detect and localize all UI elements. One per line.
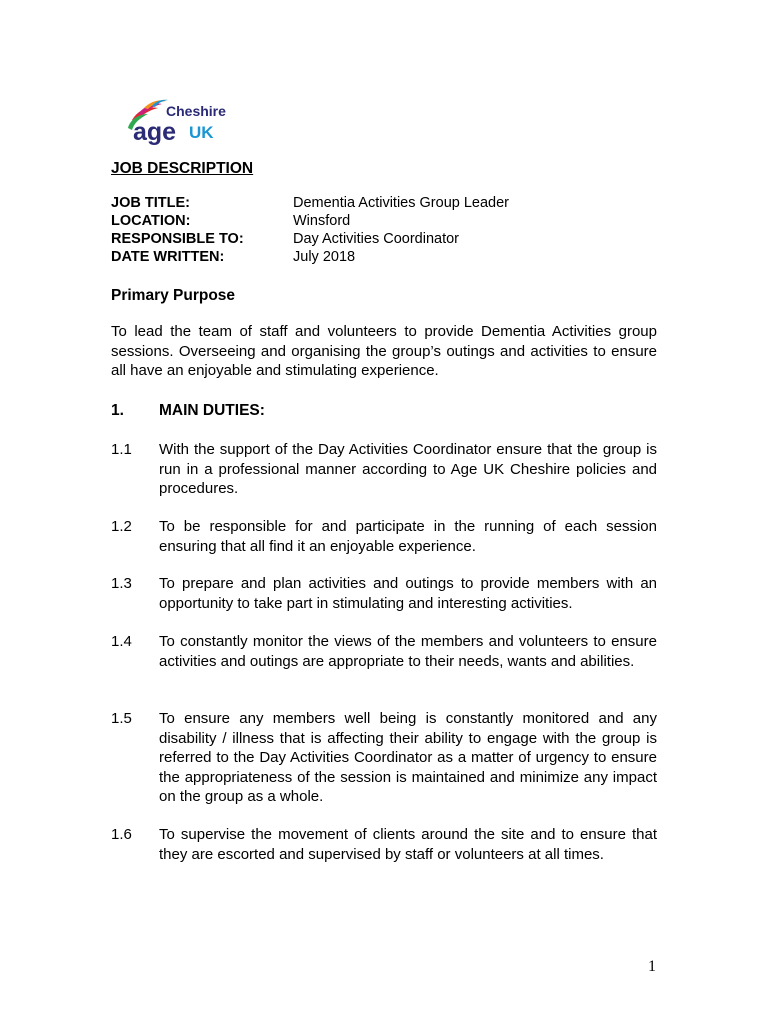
meta-value: Winsford: [293, 213, 351, 229]
meta-value: Dementia Activities Group Leader: [293, 195, 509, 211]
duty-text: To ensure any members well being is constantly monitored and any disability / illness that is affecting their ability to engage with the group is referred to the Day Activities Coordinator as a matter of urgency to ensure the appropriateness of the session is maintained and minimize any impact on the group as a whole.: [159, 710, 657, 805]
duty-text: With the support of the Day Activities Coordinator ensure that the group is run in a professional manner according to Age UK Cheshire policies and procedures.: [159, 441, 657, 497]
duty-number: 1.4: [111, 633, 132, 650]
duty-number: 1.1: [111, 441, 132, 458]
job-meta-table: [111, 194, 671, 266]
duty-text: To prepare and plan activities and outings to provide members with an opportunity to take part in stimulating and interesting activities.: [159, 575, 657, 612]
logo-uk-text: UK: [189, 123, 214, 142]
duty-number: 1.3: [111, 575, 132, 592]
logo-age-text: age: [133, 118, 177, 146]
primary-purpose-heading: Primary Purpose: [111, 287, 236, 304]
section-number: 1.: [111, 402, 124, 419]
meta-row-date-written: [111, 248, 671, 266]
meta-label: LOCATION:: [111, 213, 191, 229]
section-title: MAIN DUTIES:: [159, 402, 265, 419]
meta-row-responsible-to: [111, 230, 671, 248]
age-uk-cheshire-logo: [122, 96, 252, 148]
logo-cheshire-text: Cheshire: [166, 103, 226, 119]
meta-value: Day Activities Coordinator: [293, 231, 460, 247]
duty-text: To constantly monitor the views of the members and volunteers to ensure activities and outings are appropriate to their needs, wants and abilities.: [159, 633, 657, 670]
logo-mark-icon: [122, 96, 252, 148]
meta-label: RESPONSIBLE TO:: [111, 231, 244, 247]
duty-number: 1.2: [111, 518, 132, 535]
duty-text: To be responsible for and participate in the running of each session ensuring that all find it an enjoyable experience.: [159, 518, 657, 555]
meta-row-job-title: [111, 194, 671, 212]
meta-label: JOB TITLE:: [111, 195, 190, 211]
meta-label: DATE WRITTEN:: [111, 249, 225, 265]
page-number: 1: [648, 958, 656, 975]
meta-value: July 2018: [293, 249, 356, 265]
duty-text: To supervise the movement of clients around the site and to ensure that they are escorted and supervised by staff or volunteers at all times.: [159, 826, 657, 863]
meta-row-location: [111, 212, 671, 230]
duty-number: 1.5: [111, 710, 132, 727]
document-title: JOB DESCRIPTION: [111, 160, 254, 177]
duty-number: 1.6: [111, 826, 132, 843]
primary-purpose-text: To lead the team of staff and volunteers to provide Dementia Activities group sessions. Overseeing and organising the group’s outings and activities to ensure all have an enjoyable and stimulating experience.: [111, 323, 657, 379]
